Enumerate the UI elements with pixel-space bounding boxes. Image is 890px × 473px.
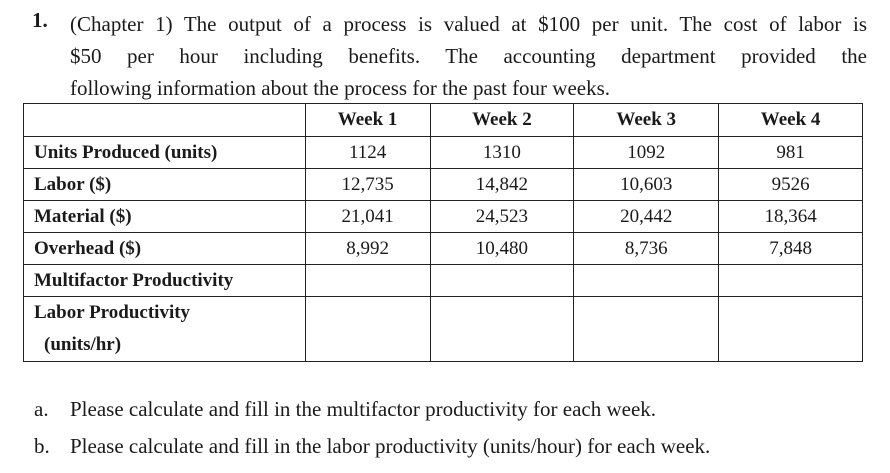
subquestion-text: Please calculate and fill in the labor productivity (units/hour) for each week.	[70, 434, 711, 458]
answer-cell[interactable]	[430, 297, 574, 362]
cell-value: 10,480	[430, 233, 574, 265]
header-blank	[24, 104, 306, 137]
cell-value: 8,992	[305, 233, 430, 265]
header-week-2: Week 2	[430, 104, 574, 137]
answer-cell[interactable]	[719, 297, 863, 362]
cell-value: 1310	[430, 137, 574, 169]
intro-line-2: $50 per hour including benefits. The accounting department provided the	[70, 44, 867, 68]
row-label: Multifactor Productivity	[24, 265, 306, 297]
header-week-1: Week 1	[305, 104, 430, 137]
cell-value: 10,603	[574, 169, 719, 201]
row-label: Overhead ($)	[24, 233, 306, 265]
table-row-labor	[24, 169, 863, 201]
cell-value: 20,442	[574, 201, 719, 233]
answer-cell[interactable]	[574, 265, 719, 297]
cell-value: 981	[719, 137, 863, 169]
table-row-labor-productivity	[24, 297, 863, 362]
answer-cell[interactable]	[305, 297, 430, 362]
cell-value: 1124	[305, 137, 430, 169]
cell-value: 7,848	[719, 233, 863, 265]
subquestion-text: Please calculate and fill in the multifactor productivity for each week.	[70, 397, 657, 421]
process-data-table	[23, 103, 863, 362]
intro-line-3: following information about the process for the past four weeks.	[70, 76, 611, 100]
row-label: Labor ($)	[24, 169, 306, 201]
subquestion-b	[34, 431, 710, 461]
answer-cell[interactable]	[305, 265, 430, 297]
cell-value: 18,364	[719, 201, 863, 233]
table-row-overhead	[24, 233, 863, 265]
cell-value: 1092	[574, 137, 719, 169]
answer-cell[interactable]	[430, 265, 574, 297]
subquestion-a	[34, 394, 656, 424]
row-label-line-2: (units/hr)	[44, 334, 122, 355]
cell-value: 12,735	[305, 169, 430, 201]
table-row-units	[24, 137, 863, 169]
table-header-row	[24, 104, 863, 137]
table-row-material	[24, 201, 863, 233]
cell-value: 21,041	[305, 201, 430, 233]
answer-cell[interactable]	[719, 265, 863, 297]
subquestion-tag: a.	[34, 397, 49, 421]
cell-value: 8,736	[574, 233, 719, 265]
question-number: 1.	[32, 8, 48, 32]
question-intro	[70, 8, 867, 104]
header-week-4: Week 4	[719, 104, 863, 137]
row-label: Material ($)	[24, 201, 306, 233]
answer-cell[interactable]	[574, 297, 719, 362]
header-week-3: Week 3	[574, 104, 719, 137]
row-label: Units Produced (units)	[24, 137, 306, 169]
cell-value: 24,523	[430, 201, 574, 233]
cell-value: 14,842	[430, 169, 574, 201]
intro-line-1: (Chapter 1) The output of a process is valued at $100 per unit. The cost of labor is	[70, 12, 867, 36]
row-label	[24, 297, 306, 362]
row-label-line-1: Labor Productivity	[34, 302, 191, 323]
cell-value: 9526	[719, 169, 863, 201]
table-row-multifactor	[24, 265, 863, 297]
subquestion-tag: b.	[34, 434, 50, 458]
